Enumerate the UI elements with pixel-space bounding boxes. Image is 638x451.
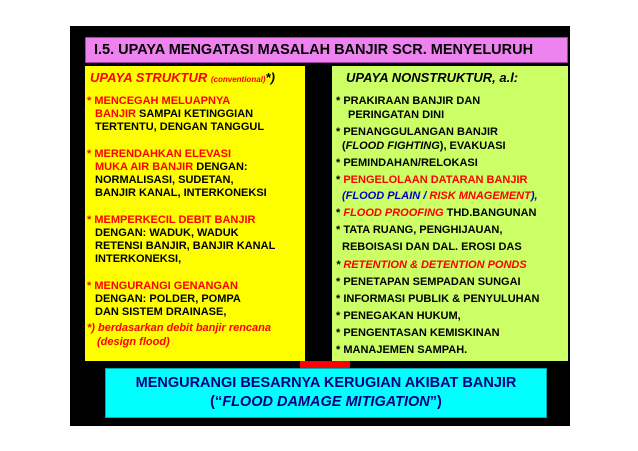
structural-header xyxy=(90,71,275,86)
paren-open: ( xyxy=(342,140,346,152)
structural-item-2-line-1: * MERENDAHKAN ELEVASI xyxy=(87,148,232,160)
nonstructural-item-flood-fighting-cont xyxy=(342,140,506,153)
design-flood-footnote-line-2: (design flood) xyxy=(97,336,170,348)
structural-item-2-line-2 xyxy=(95,161,248,174)
slash: / xyxy=(420,190,430,202)
structural-item-3-line-3: RETENSI BANJIR, BANJIR KANAL xyxy=(95,240,276,252)
slide-title: I.5. UPAYA MENGATASI MASALAH BANJIR SCR. MENYELURUH xyxy=(94,42,534,58)
mitigation-summary-line-1: MENGURANGI BESARNYA KERUGIAN AKIBAT BANJIR xyxy=(135,375,517,391)
structural-header-title: UPAYA STRUKTUR xyxy=(90,70,208,85)
nonstructural-item-law-enforcement: * PENEGAKAN HUKUM, xyxy=(336,310,461,322)
structural-item-2-line-3: NORMALISASI, SUDETAN, xyxy=(95,174,234,186)
structural-item-4-line-1: * MENGURANGI GENANGAN xyxy=(87,280,238,292)
flood-fighting-term: FLOOD FIGHTING xyxy=(345,140,440,152)
evacuation-text: ), EVAKUASI xyxy=(439,140,506,152)
nonstructural-header: UPAYA NONSTRUKTUR, a.l: xyxy=(346,70,519,85)
nonstructural-item-flood-proofing xyxy=(336,207,536,220)
nonstructural-item-relocation: * PEMINDAHAN/RELOKASI xyxy=(336,157,478,169)
nonstructural-item-riverbank: * PENETAPAN SEMPADAN SUNGAI xyxy=(336,276,521,288)
structural-item-2-highlight: MUKA AIR BANJIR xyxy=(95,161,194,173)
bullet: * xyxy=(336,174,344,186)
structural-item-3-line-4: INTERKONEKSI, xyxy=(95,253,182,265)
floodplain-mgmt-term: PENGELOLAAN DATARAN BANJIR xyxy=(343,174,528,186)
structural-item-2-line-4: BANJIR KANAL, INTERKONEKSI xyxy=(95,187,267,199)
flood-plain-term: FLOOD PLAIN xyxy=(345,190,421,202)
nonstructural-item-spatial-planning: * TATA RUANG, PENGHIJAUAN, xyxy=(336,224,503,236)
retention-ponds-term: RETENTION & DETENTION PONDS xyxy=(343,259,527,271)
flood-proofing-term: FLOOD PROOFING xyxy=(343,207,444,219)
flood-proofing-rest: THD.BANGUNAN xyxy=(443,207,537,219)
structural-item-1-line-3: TERTENTU, DENGAN TANGGUL xyxy=(95,121,265,133)
structural-item-1-highlight: BANJIR xyxy=(95,108,136,120)
paren-open: ( xyxy=(342,190,346,202)
paren-close: ), xyxy=(530,190,538,202)
mitigation-summary-line-2 xyxy=(106,394,546,410)
mitigation-summary-box xyxy=(105,368,547,418)
nonstructural-measures-panel xyxy=(332,66,568,361)
title-bar xyxy=(85,37,568,63)
nonstructural-item-spatial-planning-cont: REBOISASI DAN DAL. EROSI DAS xyxy=(342,241,522,253)
structural-item-3-line-1: * MEMPERKECIL DEBIT BANJIR xyxy=(87,214,256,226)
structural-item-3-line-2: DENGAN: WADUK, WADUK xyxy=(95,227,239,239)
structural-item-1-line-1: * MENCEGAH MELUAPNYA xyxy=(87,95,231,107)
nonstructural-item-waste: * MANAJEMEN SAMPAH. xyxy=(336,344,468,356)
nonstructural-item-forecast: * PRAKIRAAN BANJIR DAN xyxy=(336,95,481,107)
nonstructural-item-forecast-cont: PERINGATAN DINI xyxy=(348,109,445,121)
structural-item-1-line-2 xyxy=(95,108,253,121)
structural-measures-panel xyxy=(85,66,305,361)
structural-header-conventional: (conventional) xyxy=(210,75,266,84)
structural-item-4-line-2: DENGAN: POLDER, POMPA xyxy=(95,293,241,305)
nonstructural-item-poverty: * PENGENTASAN KEMISKINAN xyxy=(336,327,500,339)
risk-management-term: RISK MNAGEMENT xyxy=(429,190,531,202)
nonstructural-item-floodplain-mgmt-cont xyxy=(342,190,538,203)
structural-header-footnote-mark: *) xyxy=(265,70,275,85)
quote-close: ”) xyxy=(429,394,442,410)
design-flood-footnote-line-1: *) berdasarkan debit banjir rencana xyxy=(87,322,272,334)
bullet: * xyxy=(336,207,344,219)
nonstructural-item-ponds xyxy=(336,259,527,272)
flood-damage-mitigation-term: FLOOD DAMAGE MITIGATION xyxy=(222,394,430,410)
nonstructural-item-flood-fighting: * PENANGGULANGAN BANJIR xyxy=(336,126,498,138)
structural-item-2-rest: DENGAN: xyxy=(193,161,248,173)
structural-item-4-line-3: DAN SISTEM DRAINASE, xyxy=(95,306,227,318)
structural-item-1-rest: SAMPAI KETINGGIAN xyxy=(135,108,254,120)
nonstructural-item-floodplain-mgmt xyxy=(336,174,528,187)
bullet: * xyxy=(336,259,344,271)
nonstructural-item-public-info: * INFORMASI PUBLIK & PENYULUHAN xyxy=(336,293,540,305)
quote-open: (“ xyxy=(210,394,223,410)
